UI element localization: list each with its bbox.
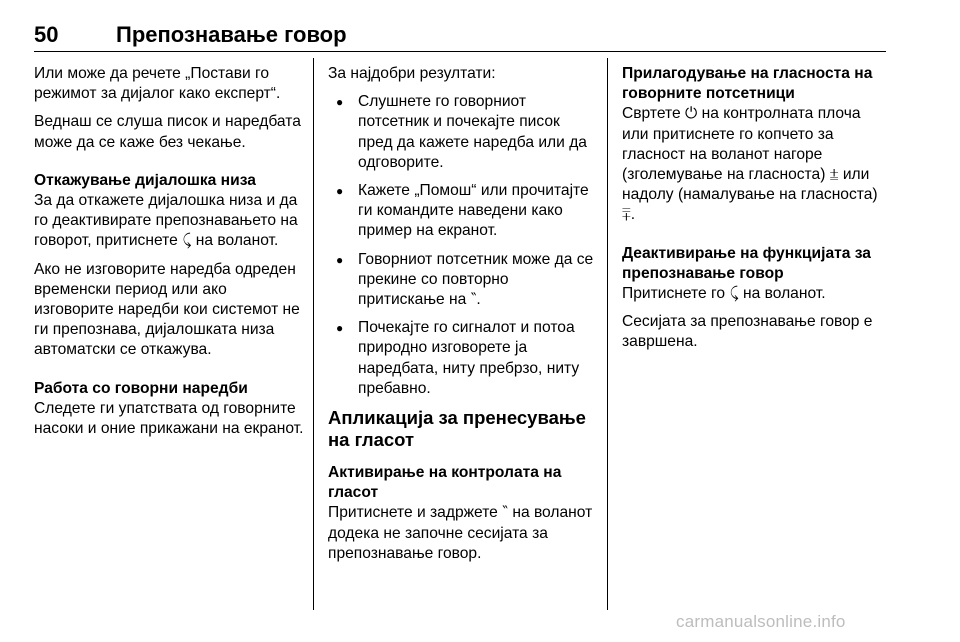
subheading: Деактивирање на функцијата за препознавање говор: [622, 244, 871, 282]
column-middle: [328, 64, 596, 572]
paragraph: Сесијата за препознавање говор е завршена.: [622, 313, 873, 351]
page-title: Препознавање говор: [116, 22, 347, 47]
subheading: Работа со говорни наредби: [34, 379, 248, 397]
paragraph: Свртете ⏻ на контролната плоча или притиснете го копчето за гласност на воланот нагоре (зголемување на гласноста) ⩲ или надолу (намалување на гласноста) ⩱.: [622, 105, 878, 224]
paragraph: Веднаш се слуша писок и наредбата може да се каже без чекање.: [34, 113, 301, 151]
spacer: [622, 234, 888, 244]
spacer: [34, 161, 304, 171]
spacer: [34, 369, 304, 379]
column-left: [34, 64, 304, 447]
list-item: ● Слушнете го говорниот потсетник и почекајте писок пред да кажете наредба или да одговорите.: [328, 92, 596, 173]
tips-list: [328, 92, 596, 399]
subheading: Откажување дијалошка низа: [34, 171, 256, 189]
watermark: carmanualsonline.info: [676, 612, 846, 631]
paragraph: За да откажете дијалошка низа и да го деактивирате препознавањето на говорот, притиснете ⤹ на воланот.: [34, 192, 298, 250]
paragraph: Притиснете го ⤹ на воланот.: [622, 285, 826, 303]
paragraph: Или може да речете „Постави го режимот за дијалог како експерт“.: [34, 65, 281, 103]
section-title: Апликација за пренесување на гласот: [328, 407, 586, 451]
paragraph: Притиснете и задржете ‶ на воланот додека не започне сесијата за препознавање говор.: [328, 504, 593, 562]
column-divider-2: [607, 58, 608, 610]
list-item: ● Кажете „Помош“ или прочитајте ги командите наведени како пример на екранот.: [328, 181, 596, 242]
list-item: ● Почекајте го сигналот и потоа природно изговорете ја наредбата, ниту пребрзо, ниту пребавно.: [328, 318, 596, 399]
column-right: [622, 64, 888, 361]
paragraph: Ако не изговорите наредба одреден временски период или ако изговорите наредби кои системот не ги препознава, дијалошката низа автоматски се откажува.: [34, 260, 300, 359]
subheading: Прилагодување на гласноста на говорните потсетници: [622, 65, 873, 103]
header-divider: [34, 51, 886, 52]
list-item: ● Говорниот потсетник може да се прекине со повторно притискање на ‶.: [328, 250, 596, 311]
page-header: [34, 20, 886, 50]
page-number: 50: [34, 22, 59, 47]
paragraph: За најдобри резултати:: [328, 65, 496, 82]
column-divider-1: [313, 58, 314, 610]
subheading: Активирање на контролата на гласот: [328, 464, 562, 502]
paragraph: Следете ги упатствата од говорните насоки и оние прикажани на екранот.: [34, 399, 304, 438]
